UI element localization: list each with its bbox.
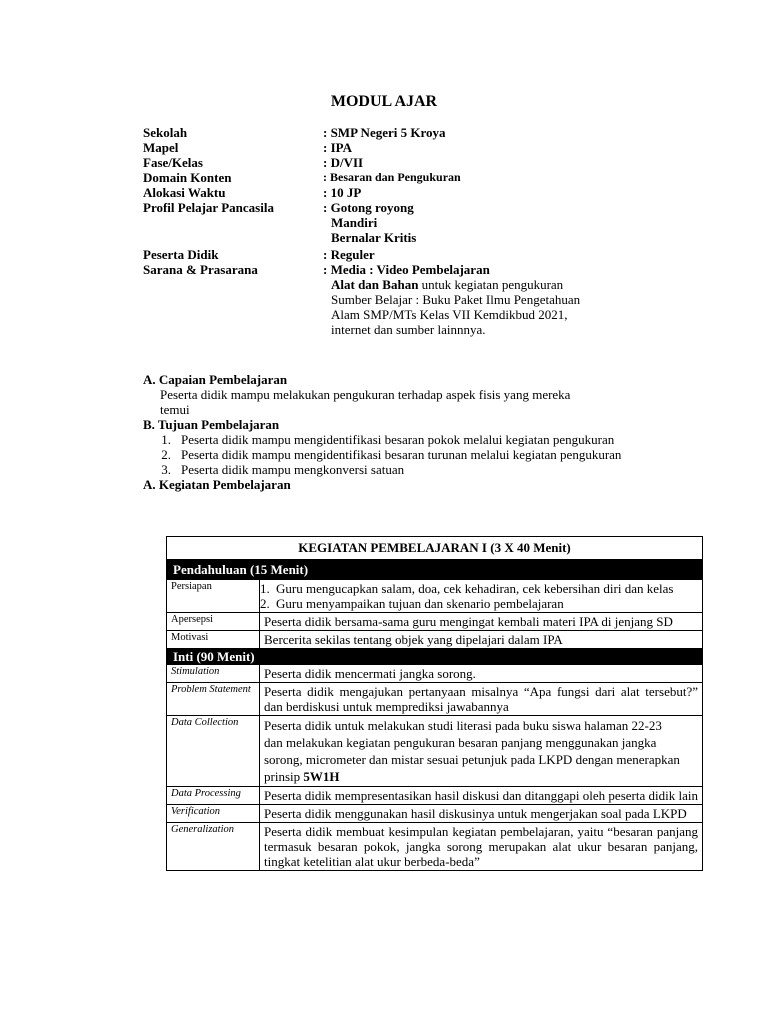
table-row [167,787,703,805]
data-processing-label: Data Processing [167,787,260,805]
tujuan-item-number: 2. [161,447,171,462]
data-collection-paragraph-1: Peserta didik untuk melakukan studi literasi pada buku siswa halaman 22-23 [264,718,662,733]
generalization-label: Generalization [167,823,260,871]
stimulation-text: Peserta didik mencermati jangka sorong. [260,665,703,683]
verification-text: Peserta didik menggunakan hasil diskusinya untuk mengerjakan soal pada LKPD [260,805,703,823]
persiapan-item [260,581,698,596]
sumber-belajar-line-1: Sumber Belajar : Buku Paket Ilmu Pengetahuan [331,292,581,307]
tujuan-item-text: Peserta didik mampu mengidentifikasi besaran pokok melalui kegiatan pengukuran [181,432,615,447]
alat-bahan-label: Alat dan Bahan [331,277,419,292]
tujuan-item-number: 3. [161,462,171,477]
data-processing-text: Peserta didik mempresentasikan hasil diskusi dan ditanggapi oleh peserta didik lain [260,787,703,805]
capaian-line-1: Peserta didik mampu melakukan pengukuran terhadap aspek fisis yang mereka [160,387,571,402]
motivasi-text: Bercerita sekilas tentang objek yang dipelajari dalam IPA [260,631,703,649]
persiapan-label: Persiapan [167,580,260,613]
tujuan-item [143,447,663,462]
table-row [167,683,703,716]
inti-bar: Inti (90 Menit) [167,649,703,665]
fase-value: : D/VII [323,155,364,170]
tujuan-item [143,432,663,447]
persiapan-item [260,596,698,611]
generalization-text: Peserta didik membuat kesimpulan kegiatan pembelajaran, yaitu “besaran panjang termasuk besaran pokok, jangka sorong merupakan alat ukur besaran panjang, tingkat ketelitian alat ukur berbeda-beda” [260,823,703,871]
profil-label: Profil Pelajar Pancasila [143,200,274,215]
peserta-value: : Reguler [323,247,375,262]
table-row [167,716,703,787]
persiapan-item-text: Guru mengucapkan salam, doa, cek kehadiran, cek kebersihan diri dan kelas [276,581,674,596]
verification-label: Verification [167,805,260,823]
profil-value-1: : Gotong royong [323,200,414,215]
sekolah-value: : SMP Negeri 5 Kroya [323,125,446,140]
peserta-label: Peserta Didik [143,247,219,262]
mapel-label: Mapel [143,140,179,155]
profil-value-3: Bernalar Kritis [331,230,417,245]
kegiatan-heading: A. Kegiatan Pembelajaran [143,477,291,492]
problem-statement-text: Peserta didik mengajukan pertanyaan misalnya “Apa fungsi dari alat tersebut?” dan berdiskusi untuk memprediksi jawabannya [260,683,703,716]
capaian-line-2: temui [160,402,190,417]
kegiatan-table [166,536,703,871]
document-title: MODUL AJAR [330,93,438,110]
data-collection-paragraph-2: dan melakukan kegiatan pengukuran besaran panjang menggunakan jangka sorong, micrometer dan mistar sesuai petunjuk pada LKPD dengan menerapkan prinsip [264,735,680,784]
data-collection-label: Data Collection [167,716,260,787]
persiapan-item-number: 2. [260,596,270,611]
pendahuluan-bar: Pendahuluan (15 Menit) [167,560,703,580]
fase-label: Fase/Kelas [143,155,203,170]
stimulation-label: Stimulation [167,665,260,683]
mapel-value: : IPA [323,140,353,155]
capaian-heading: A. Capaian Pembelajaran [143,372,288,387]
table-row [167,580,703,613]
alokasi-value: : 10 JP [323,185,362,200]
domain-value: : Besaran dan Pengukuran [323,170,461,184]
table-row [167,613,703,631]
tujuan-section [143,417,663,492]
sumber-belajar-line-3: internet dan sumber lainnnya. [331,322,486,337]
table-row [167,805,703,823]
domain-label: Domain Konten [143,170,232,185]
data-collection-bold: 5W1H [303,769,340,784]
tujuan-item-number: 1. [161,432,171,447]
table-head: KEGIATAN PEMBELAJARAN I (3 X 40 Menit) [167,537,703,560]
table-row [167,823,703,871]
sumber-belajar-line-2: Alam SMP/MTs Kelas VII Kemdikbud 2021, [331,307,568,322]
alat-bahan-text: untuk kegiatan pengukuran [418,277,564,292]
apersepsi-text: Peserta didik bersama-sama guru mengingat kembali materi IPA di jenjang SD [260,613,703,631]
profil-value-2: Mandiri [331,215,378,230]
capaian-section [143,372,663,417]
persiapan-item-number: 1. [260,581,270,596]
motivasi-label: Motivasi [167,631,260,649]
table-row [167,631,703,649]
alokasi-label: Alokasi Waktu [143,185,226,200]
apersepsi-label: Apersepsi [167,613,260,631]
problem-statement-label: Problem Statement [167,683,260,716]
identity-block [143,125,580,337]
tujuan-heading: B. Tujuan Pembelajaran [143,417,280,432]
persiapan-item-text: Guru menyampaikan tujuan dan skenario pembelajaran [276,596,564,611]
sarana-value-1: : Media : Video Pembelajaran [323,262,490,277]
tujuan-item [143,462,663,477]
tujuan-item-text: Peserta didik mampu mengidentifikasi besaran turunan melalui kegiatan pengukuran [181,447,622,462]
sarana-label: Sarana & Prasarana [143,262,258,277]
table-row [167,665,703,683]
sekolah-label: Sekolah [143,125,188,140]
tujuan-item-text: Peserta didik mampu mengkonversi satuan [181,462,405,477]
